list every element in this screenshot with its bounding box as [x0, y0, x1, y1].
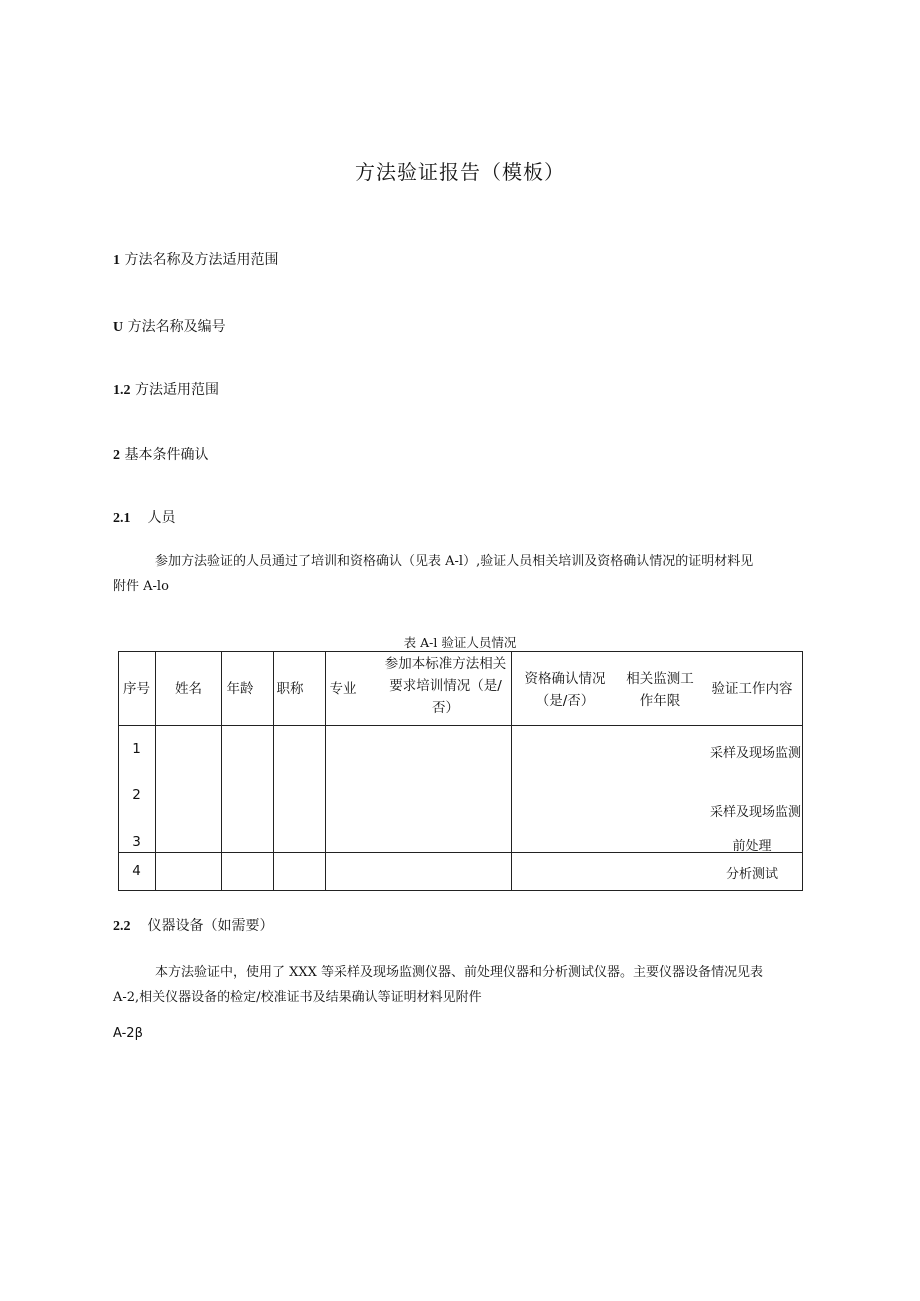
header-name: 姓名 [175, 681, 202, 697]
header-qualification-line2: （是/否） [535, 693, 595, 709]
paragraph-personnel-line2: 附件 A-lo [113, 579, 169, 594]
header-training-line1: 参加本标准方法相关 [384, 656, 507, 672]
section-number: 2.1 [113, 511, 131, 526]
paragraph-equipment-line1: 本方法验证中，使用了 XXX 等采样及现场监测仪器、前处理仪器和分析测试仪器。主要仪器设备情况见表 [155, 965, 764, 980]
table-caption: 表 A-l 验证人员情况 [403, 635, 517, 650]
header-training-line3: 否） [432, 700, 459, 716]
row-content: 分析测试 [725, 867, 778, 882]
header-years-line1: 相关监测工 [626, 671, 694, 687]
section-text: 方法名称及编号 [127, 319, 226, 335]
section-2-heading [113, 444, 208, 464]
section-number: U [113, 320, 124, 335]
section-text: 仪器设备（如需要） [147, 918, 274, 934]
row-content: 采样及现场监测 [709, 805, 801, 820]
header-title: 职称 [276, 681, 304, 697]
header-training-line2: 要求培训情况（是/ [389, 678, 502, 694]
section-1-1-heading [113, 316, 226, 336]
paragraph-personnel-line1: 参加方法验证的人员通过了培训和资格确认（见表 A-l）,验证人员相关培训及资格确认情况的证明材料见 [155, 554, 754, 569]
section-number: 2 [113, 448, 120, 463]
header-qualification-line1: 资格确认情况 [524, 671, 606, 687]
row-seq: 3 [132, 834, 141, 850]
section-text: 方法适用范围 [134, 382, 219, 398]
header-age: 年龄 [226, 681, 254, 697]
section-1-heading [113, 249, 278, 269]
section-text: 方法名称及方法适用范围 [124, 252, 279, 268]
table-border-right [802, 651, 803, 891]
paragraph-equipment-line2: A-2,相关仪器设备的检定/校准证书及结果确认等证明材料见附件 [113, 990, 482, 1005]
section-number: 2.2 [113, 919, 131, 934]
page-title: 方法验证报告（模板） [355, 160, 565, 184]
section-text: 人员 [147, 510, 176, 526]
personnel-table [118, 651, 803, 891]
section-number: 1 [113, 253, 120, 268]
header-seq: 序号 [123, 681, 150, 697]
section-1-2-heading [113, 379, 219, 399]
section-number: 1.2 [113, 383, 131, 398]
row-seq: 4 [132, 863, 141, 879]
row-seq: 2 [132, 787, 141, 803]
section-2-1-heading [113, 507, 175, 527]
paragraph-equipment-line3: A-2β [113, 1026, 143, 1041]
section-2-2-heading [113, 915, 273, 935]
header-major: 专业 [329, 681, 357, 697]
header-content: 验证工作内容 [711, 681, 793, 697]
row-content: 前处理 [732, 839, 772, 854]
section-text: 基本条件确认 [124, 447, 209, 463]
header-years-line2: 作年限 [639, 693, 681, 709]
row-seq: 1 [132, 741, 141, 757]
row-content: 采样及现场监测 [709, 746, 801, 761]
